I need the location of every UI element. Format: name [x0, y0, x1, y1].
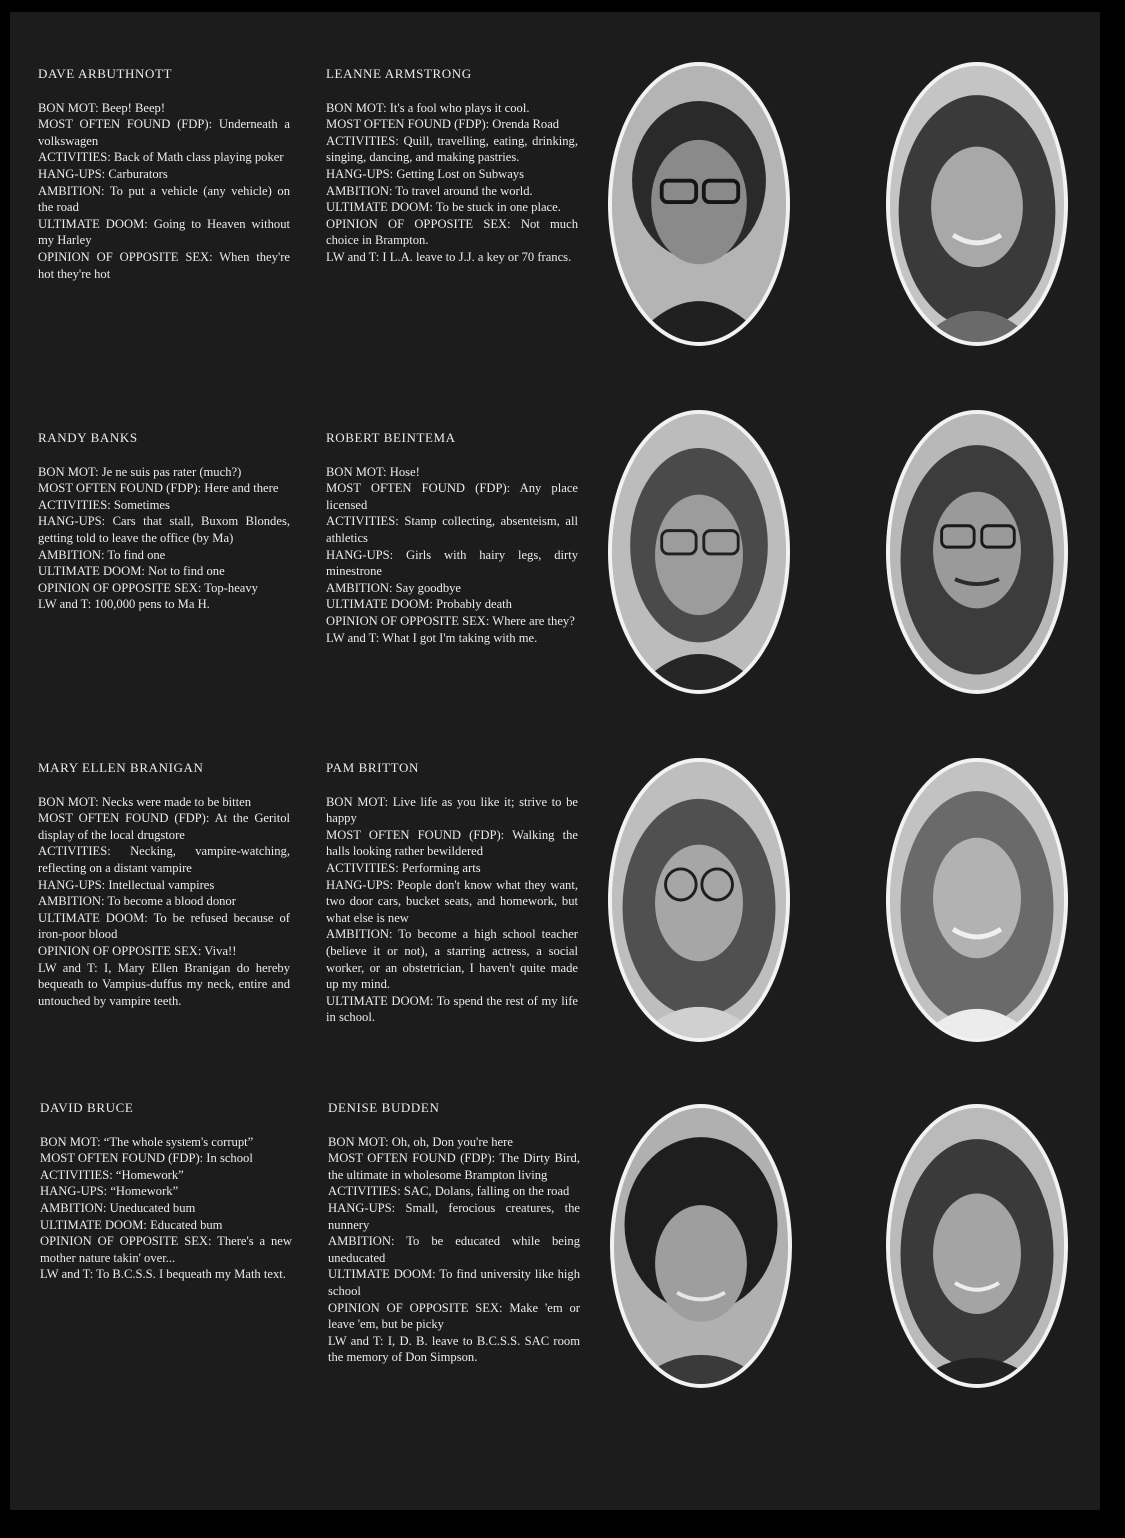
portrait-photo-3 [608, 410, 790, 694]
bio-line: BON MOT: It's a fool who plays it cool. [326, 100, 530, 115]
bio-line: ACTIVITIES: Stamp collecting, absenteism, all athletics [326, 514, 578, 545]
student-name: DENISE BUDDEN [328, 1100, 440, 1115]
student-name: LEANNE ARMSTRONG [326, 66, 472, 81]
bio-line: ACTIVITIES: Performing arts [326, 860, 481, 875]
bio-line: ACTIVITIES: Necking, vampire-watching, reflecting on a distant vampire [38, 844, 290, 875]
bio-line: MOST OFTEN FOUND (FDP): Underneath a volkswagen [38, 117, 290, 148]
bio-line: ULTIMATE DOOM: Not to find one [38, 564, 225, 579]
bio-line: AMBITION: To find one [38, 547, 166, 562]
bio-line: ACTIVITIES: Back of Math class playing poker [38, 150, 284, 165]
bio-line: ACTIVITIES: SAC, Dolans, falling on the road [328, 1184, 570, 1199]
portrait-photo-5 [608, 758, 790, 1042]
student-name: RANDY BANKS [38, 430, 138, 445]
portrait-photo-7 [610, 1104, 792, 1388]
bio-line: LW and T: 100,000 pens to Ma H. [38, 597, 210, 612]
entry-david-bruce [40, 1100, 292, 1283]
bio-line: HANG-UPS: “Homework” [40, 1184, 179, 1199]
portrait-photo-8 [886, 1104, 1068, 1388]
bio-line: OPINION OF OPPOSITE SEX: Not much choice in Brampton. [326, 216, 578, 248]
bio-line: OPINION OF OPPOSITE SEX: Where are they? [326, 613, 575, 628]
bio-line: MOST OFTEN FOUND (FDP): The Dirty Bird, the ultimate in wholesome Brampton living [328, 1151, 580, 1182]
entry-dave-arbuthnott [38, 66, 290, 282]
portrait-photo-2 [886, 62, 1068, 346]
entry-denise-budden [328, 1100, 580, 1366]
bio-line: LW and T: I, D. B. leave to B.C.S.S. SAC room the memory of Don Simpson. [328, 1333, 580, 1365]
bio-line: ACTIVITIES: “Homework” [40, 1167, 184, 1182]
bio-line: OPINION OF OPPOSITE SEX: Make 'em or leave 'em, but be picky [328, 1300, 580, 1332]
bio-line: MOST OFTEN FOUND (FDP): Orenda Road [326, 117, 560, 132]
bio-line: HANG-UPS: Getting Lost on Subways [326, 166, 525, 181]
portrait-photo-6 [886, 758, 1068, 1042]
student-name: DAVID BRUCE [40, 1100, 134, 1115]
entry-randy-banks [38, 430, 290, 613]
entry-mary-ellen-branigan [38, 760, 290, 1009]
bio-line: ACTIVITIES: Sometimes [38, 497, 170, 512]
bio-line: LW and T: I L.A. leave to J.J. a key or 70 francs. [326, 249, 572, 264]
portrait-photo-1 [608, 62, 790, 346]
bio-line: AMBITION: To become a blood donor [38, 894, 236, 909]
bio-line: ULTIMATE DOOM: To find university like high school [328, 1267, 580, 1298]
bio-line: BON MOT: Oh, oh, Don you're here [328, 1134, 513, 1149]
bio-line: HANG-UPS: Small, ferocious creatures, the nunnery [328, 1200, 580, 1232]
student-name: DAVE ARBUTHNOTT [38, 66, 173, 81]
entry-robert-beintema [326, 430, 578, 646]
bio-line: ULTIMATE DOOM: To spend the rest of my life in school. [326, 993, 578, 1025]
yearbook-page [10, 12, 1100, 1510]
bio-line: MOST OFTEN FOUND (FDP): Here and there [38, 481, 279, 496]
bio-line: BON MOT: Hose! [326, 464, 420, 479]
bio-line: OPINION OF OPPOSITE SEX: Viva!! [38, 943, 237, 958]
bio-line: MOST OFTEN FOUND (FDP): At the Geritol display of the local drugstore [38, 811, 290, 842]
bio-line: ULTIMATE DOOM: To be stuck in one place. [326, 200, 561, 215]
bio-line: AMBITION: To become a high school teacher (believe it or not), a starring actress, a social worker, or an obstetrician, I haven't quite made up my mind. [326, 927, 578, 992]
bio-line: BON MOT: Live life as you like it; strive to be happy [326, 794, 578, 826]
bio-line: ULTIMATE DOOM: Probably death [326, 597, 512, 612]
bio-line: AMBITION: To travel around the world. [326, 183, 533, 198]
student-name: MARY ELLEN BRANIGAN [38, 760, 204, 775]
bio-line: ULTIMATE DOOM: Going to Heaven without my Harley [38, 216, 290, 248]
bio-line: ULTIMATE DOOM: To be refused because of iron-poor blood [38, 910, 290, 942]
bio-line: HANG-UPS: Cars that stall, Buxom Blondes, getting told to leave the office (by Ma) [38, 514, 290, 545]
bio-line: LW and T: I, Mary Ellen Branigan do hereby bequeath to Vampius-duffus my neck, entire and untouched by vampire teeth. [38, 960, 290, 1008]
bio-line: MOST OFTEN FOUND (FDP): In school [40, 1151, 253, 1166]
bio-line: OPINION OF OPPOSITE SEX: There's a new mother nature takin' over... [40, 1234, 292, 1265]
bio-line: AMBITION: To put a vehicle (any vehicle) on the road [38, 183, 290, 215]
bio-line: AMBITION: Say goodbye [326, 580, 462, 595]
portrait-photo-4 [886, 410, 1068, 694]
bio-line: AMBITION: To be educated while being uneducated [328, 1234, 580, 1265]
bio-line: BON MOT: Je ne suis pas rater (much?) [38, 464, 242, 479]
bio-line: LW and T: To B.C.S.S. I bequeath my Math text. [40, 1267, 286, 1282]
bio-line: BON MOT: Beep! Beep! [38, 100, 166, 115]
entry-pam-britton [326, 760, 578, 1026]
bio-line: OPINION OF OPPOSITE SEX: When they're hot they're hot [38, 249, 290, 281]
student-name: PAM BRITTON [326, 760, 419, 775]
student-name: ROBERT BEINTEMA [326, 430, 456, 445]
bio-line: ULTIMATE DOOM: Educated bum [40, 1217, 223, 1232]
bio-line: ACTIVITIES: Quill, travelling, eating, drinking, singing, dancing, and making pastries. [326, 133, 578, 165]
bio-line: BON MOT: Necks were made to be bitten [38, 794, 252, 809]
bio-line: HANG-UPS: Carburators [38, 166, 168, 181]
bio-line: LW and T: What I got I'm taking with me. [326, 630, 538, 645]
bio-line: BON MOT: “The whole system's corrupt” [40, 1134, 254, 1149]
bio-line: OPINION OF OPPOSITE SEX: Top-heavy [38, 580, 258, 595]
bio-line: HANG-UPS: Girls with hairy legs, dirty minestrone [326, 547, 578, 579]
entry-leanne-armstrong [326, 66, 578, 266]
bio-line: MOST OFTEN FOUND (FDP): Any place licensed [326, 481, 578, 512]
bio-line: HANG-UPS: People don't know what they want, two door cars, bucket seats, and homework, but what else is new [326, 877, 578, 925]
bio-line: MOST OFTEN FOUND (FDP): Walking the halls looking rather bewildered [326, 827, 578, 859]
bio-line: HANG-UPS: Intellectual vampires [38, 877, 215, 892]
bio-line: AMBITION: Uneducated bum [40, 1200, 196, 1215]
